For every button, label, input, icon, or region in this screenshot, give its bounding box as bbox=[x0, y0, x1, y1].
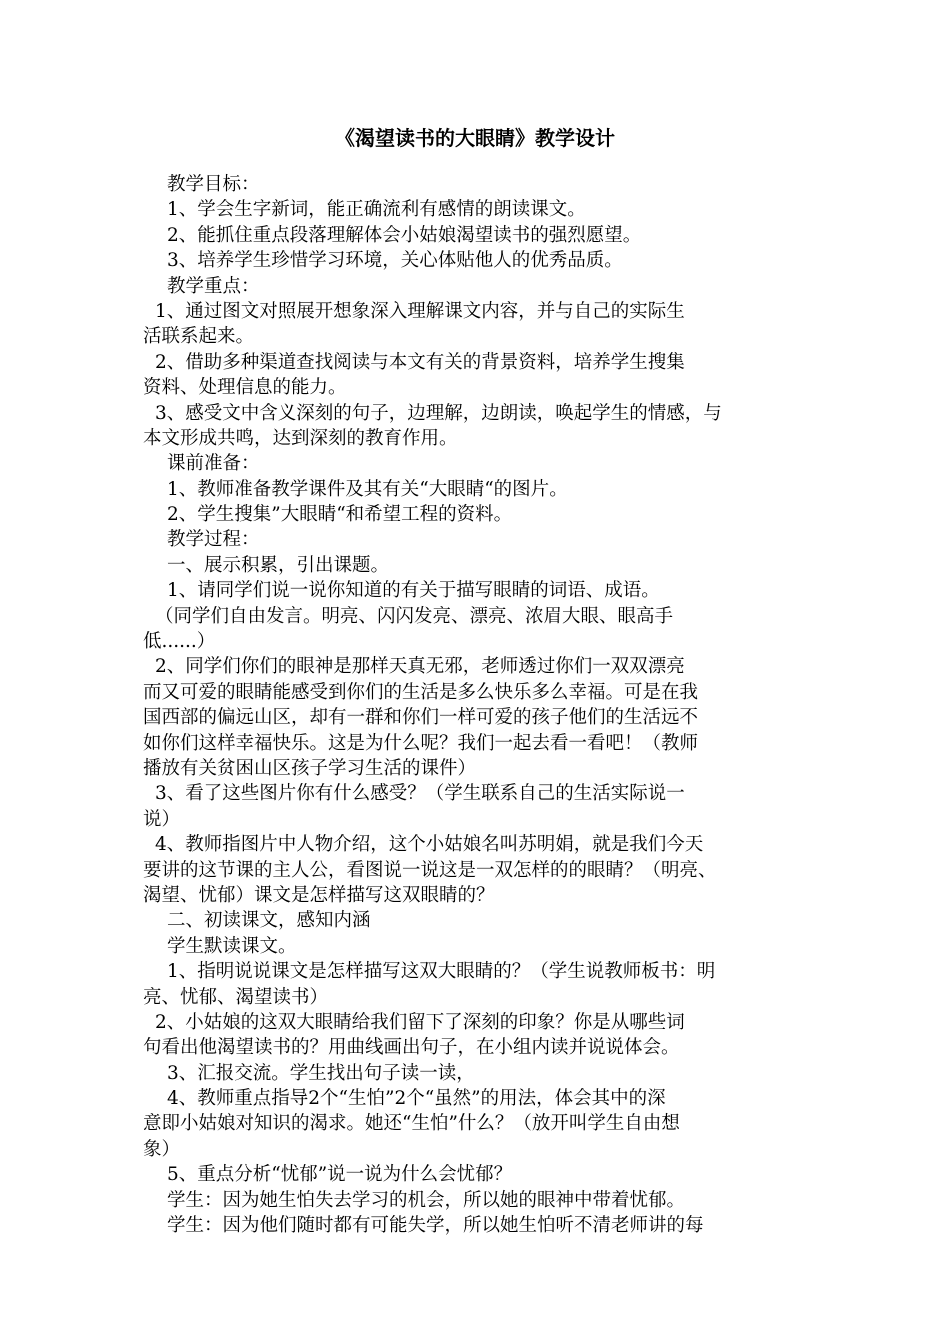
text-line: 象） bbox=[143, 1138, 181, 1160]
document-title: 《渴望读书的大眼睛》教学设计 bbox=[335, 126, 615, 150]
text-line: 播放有关贫困山区孩子学习生活的课件） bbox=[143, 757, 477, 779]
text-line: 3、汇报交流。学生找出句子读一读， bbox=[167, 1062, 475, 1084]
document-body bbox=[143, 172, 815, 1238]
text-line: 1、通过图文对照展开想象深入理解课文内容，并与自己的实际生 bbox=[155, 300, 685, 322]
text-line: 1、学会生字新词，能正确流利有感情的朗读课文。 bbox=[167, 199, 586, 221]
text-line: 教学过程： bbox=[167, 529, 260, 551]
text-line: 要讲的这节课的主人公，看图说一说这是一双怎样的的眼睛？（明亮、 bbox=[143, 859, 717, 881]
text-line: 3、看了这些图片你有什么感受？（学生联系自己的生活实际说一 bbox=[155, 783, 685, 805]
text-line: 学生：因为他们随时都有可能失学，所以她生怕听不清老师讲的每 bbox=[167, 1215, 704, 1237]
text-line: 2、能抓住重点段落理解体会小姑娘渴望读书的强烈愿望。 bbox=[167, 224, 642, 246]
text-line: 1、指明说说课文是怎样描写这双大眼睛的？（学生说教师板书：明 bbox=[167, 961, 716, 983]
text-line: 句看出他渴望读书的？用曲线画出句子，在小组内读并说说体会。 bbox=[143, 1037, 680, 1059]
text-line: 学生默读课文。 bbox=[167, 935, 297, 957]
text-line: 而又可爱的眼睛能感受到你们的生活是多么快乐多么幸福。可是在我 bbox=[143, 681, 699, 703]
text-line: 2、学生搜集”大眼睛“和希望工程的资料。 bbox=[167, 504, 513, 526]
text-line: 3、感受文中含义深刻的句子，边理解，边朗读，唤起学生的情感，与 bbox=[155, 402, 722, 424]
text-line: 亮、忧郁、渴望读书） bbox=[143, 986, 329, 1008]
text-line: 学生：因为她生怕失去学习的机会，所以她的眼神中带着忧郁。 bbox=[167, 1189, 686, 1211]
text-line: 一、展示积累，引出课题。 bbox=[167, 554, 390, 576]
text-line: 活联系起来。 bbox=[143, 326, 255, 348]
text-line: 4、教师指图片中人物介绍，这个小姑娘名叫苏明娟，就是我们今天 bbox=[155, 834, 704, 856]
text-line: 1、请同学们说一说你知道的有关于描写眼睛的词语、成语。 bbox=[167, 580, 660, 602]
text-line: 低......） bbox=[143, 631, 216, 653]
text-line: 资料、处理信息的能力。 bbox=[143, 377, 347, 399]
text-line: 2、借助多种渠道查找阅读与本文有关的背景资料，培养学生搜集 bbox=[155, 351, 685, 373]
text-line: 渴望、忧郁）课文是怎样描写这双眼睛的？ bbox=[143, 884, 495, 906]
text-line: 5、重点分析“忧郁”说一说为什么会忧郁？ bbox=[167, 1164, 513, 1186]
text-line: 2、同学们你们的眼神是那样天真无邪，老师透过你们一双双漂亮 bbox=[155, 656, 685, 678]
text-line: 本文形成共鸣，达到深刻的教育作用。 bbox=[143, 427, 458, 449]
text-line: 3、培养学生珍惜学习环境，关心体贴他人的优秀品质。 bbox=[167, 250, 623, 272]
text-line: 2、小姑娘的这双大眼睛给我们留下了深刻的印象？你是从哪些词 bbox=[155, 1011, 685, 1033]
text-line: 课前准备： bbox=[167, 453, 260, 475]
text-line: 二、初读课文，感知内涵 bbox=[167, 910, 371, 932]
text-line: 教学重点： bbox=[167, 275, 260, 297]
text-line: 说） bbox=[143, 808, 181, 830]
text-line: 意即小姑娘对知识的渴求。她还“生怕”什么？（放开叫学生自由想 bbox=[143, 1113, 680, 1135]
text-line: 如你们这样幸福快乐。这是为什么呢？我们一起去看一看吧！（教师 bbox=[143, 732, 699, 754]
text-line: （同学们自由发言。明亮、闪闪发亮、漂亮、浓眉大眼、眼高手 bbox=[155, 605, 674, 627]
text-line: 1、教师准备教学课件及其有关“大眼睛“的图片。 bbox=[167, 478, 568, 500]
text-line: 4、教师重点指导2个“生怕”2个“虽然”的用法，体会其中的深 bbox=[167, 1088, 666, 1110]
text-line: 国西部的偏远山区，却有一群和你们一样可爱的孩子他们的生活远不 bbox=[143, 707, 699, 729]
text-line: 教学目标： bbox=[167, 174, 260, 195]
